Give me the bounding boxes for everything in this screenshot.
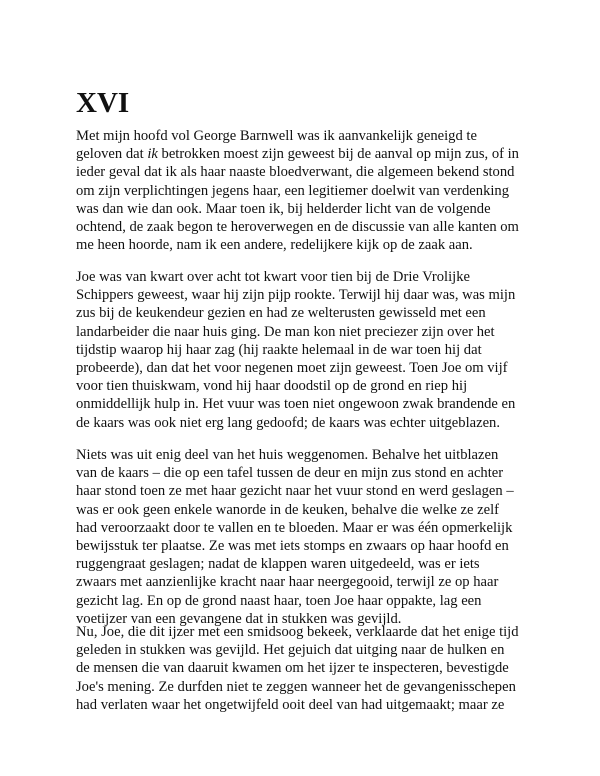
- text-line: landarbeider die naar huis ging. De man kon niet preciezer zijn over het: [76, 323, 495, 340]
- text-line: Joe was van kwart over acht tot kwart voor tien bij de Drie Vrolijke: [76, 269, 470, 285]
- text-line: [76, 145, 519, 163]
- text-line: bewijsstuk ter plaatse. Ze was met iets stomps en zwaars op haar hoofd en: [76, 538, 509, 555]
- text-line: onmiddellijk hulp in. Het vuur was toen niet ongewoon zwak brandende en: [76, 396, 516, 413]
- text-line: geleden in stukken was gevijld. Het gejuich dat uitging naar de hulken en: [76, 642, 505, 659]
- text-line: had verlaten waar het ongetwijfeld ooit deel van had uitgemaakt; maar ze: [76, 696, 505, 713]
- text-line: voetijzer van een gevangene dat in stukken was gevijld.: [76, 610, 402, 627]
- text-segment: betrokken moest zijn geweest bij de aanval op mijn zus, of in: [157, 146, 519, 163]
- paragraph-2: [76, 268, 515, 432]
- text-line: om zijn verplichtingen jegens haar, een legitiemer doelwit van verdenking: [76, 182, 510, 199]
- chapter-title: XVI: [76, 87, 130, 119]
- text-line: ieder geval dat ik als haar naaste bloedverwant, die algemeen bekend stond: [76, 164, 515, 181]
- text-line: Niets was uit enig deel van het huis weggenomen. Behalve het uitblazen: [76, 447, 499, 463]
- text-line: haar stond toen ze met haar gezicht naar het vuur stond en werd geslagen –: [76, 483, 514, 500]
- text-line: tijdstip waarop hij haar zag (hij raakte helemaal in de war toen hij dat: [76, 341, 482, 358]
- text-line: Joe's mening. Ze durfden niet te zeggen wanneer het de gevangenisschepen: [76, 678, 516, 695]
- paragraph-3: [76, 446, 514, 628]
- text-line: Nu, Joe, die dit ijzer met een smidsoog bekeek, verklaarde dat het enige tijd: [76, 624, 519, 640]
- text-line: de mensen die van daaruit kwamen om het ijzer te inspecteren, bevestigde: [76, 660, 509, 677]
- text-line: gezicht lag. En op de grond naast haar, toen Joe haar oppakte, lag een: [76, 592, 482, 609]
- text-line: was dan wie dan ook. Maar toen ik, bij helderder licht van de volgende: [76, 200, 491, 217]
- text-line: voor tien thuiskwam, vond hij haar doodstil op de grond en riep hij: [76, 378, 468, 395]
- paragraph-4: [76, 623, 519, 714]
- text-line: de kaars was ook niet erg lang gedoofd; de kaars was echter uitgeblazen.: [76, 414, 501, 431]
- text-line: was er ook geen enkele wanorde in de keuken, behalve die welke ze zelf: [76, 501, 500, 518]
- text-line: probeerde), dan dat het voor negenen moet zijn geweest. Toen Joe om vijf: [76, 360, 508, 377]
- paragraph-1: [76, 127, 519, 254]
- text-line: me heen hoorde, nam ik een andere, redelijkere kijk op de zaak aan.: [76, 237, 473, 254]
- text-line: had veroorzaakt door te vallen en te bloeden. Maar er was één opmerkelijk: [76, 519, 513, 536]
- text-line: zus bij de keukendeur gezien en had ze welterusten gewisseld met een: [76, 305, 486, 322]
- text-segment: geloven dat: [76, 146, 148, 163]
- text-line: ochtend, de zaak begon te heroverwegen en de discussie van alle kanten om: [76, 219, 519, 236]
- emphasized-word: ik: [147, 146, 158, 163]
- text-line: Schippers geweest, waar hij zijn pijp rookte. Terwijl hij daar was, was mijn: [76, 287, 516, 304]
- text-line: Met mijn hoofd vol George Barnwell was ik aanvankelijk geneigd te: [76, 128, 477, 144]
- text-line: van de kaars – die op een tafel tussen de deur en mijn zus stond en achter: [76, 465, 504, 482]
- text-line: ruggengraat geslagen; nadat de klappen waren uitgedeeld, was er iets: [76, 556, 480, 573]
- text-line: zwaars met aanzienlijke kracht naar haar neergegooid, terwijl ze op haar: [76, 574, 499, 591]
